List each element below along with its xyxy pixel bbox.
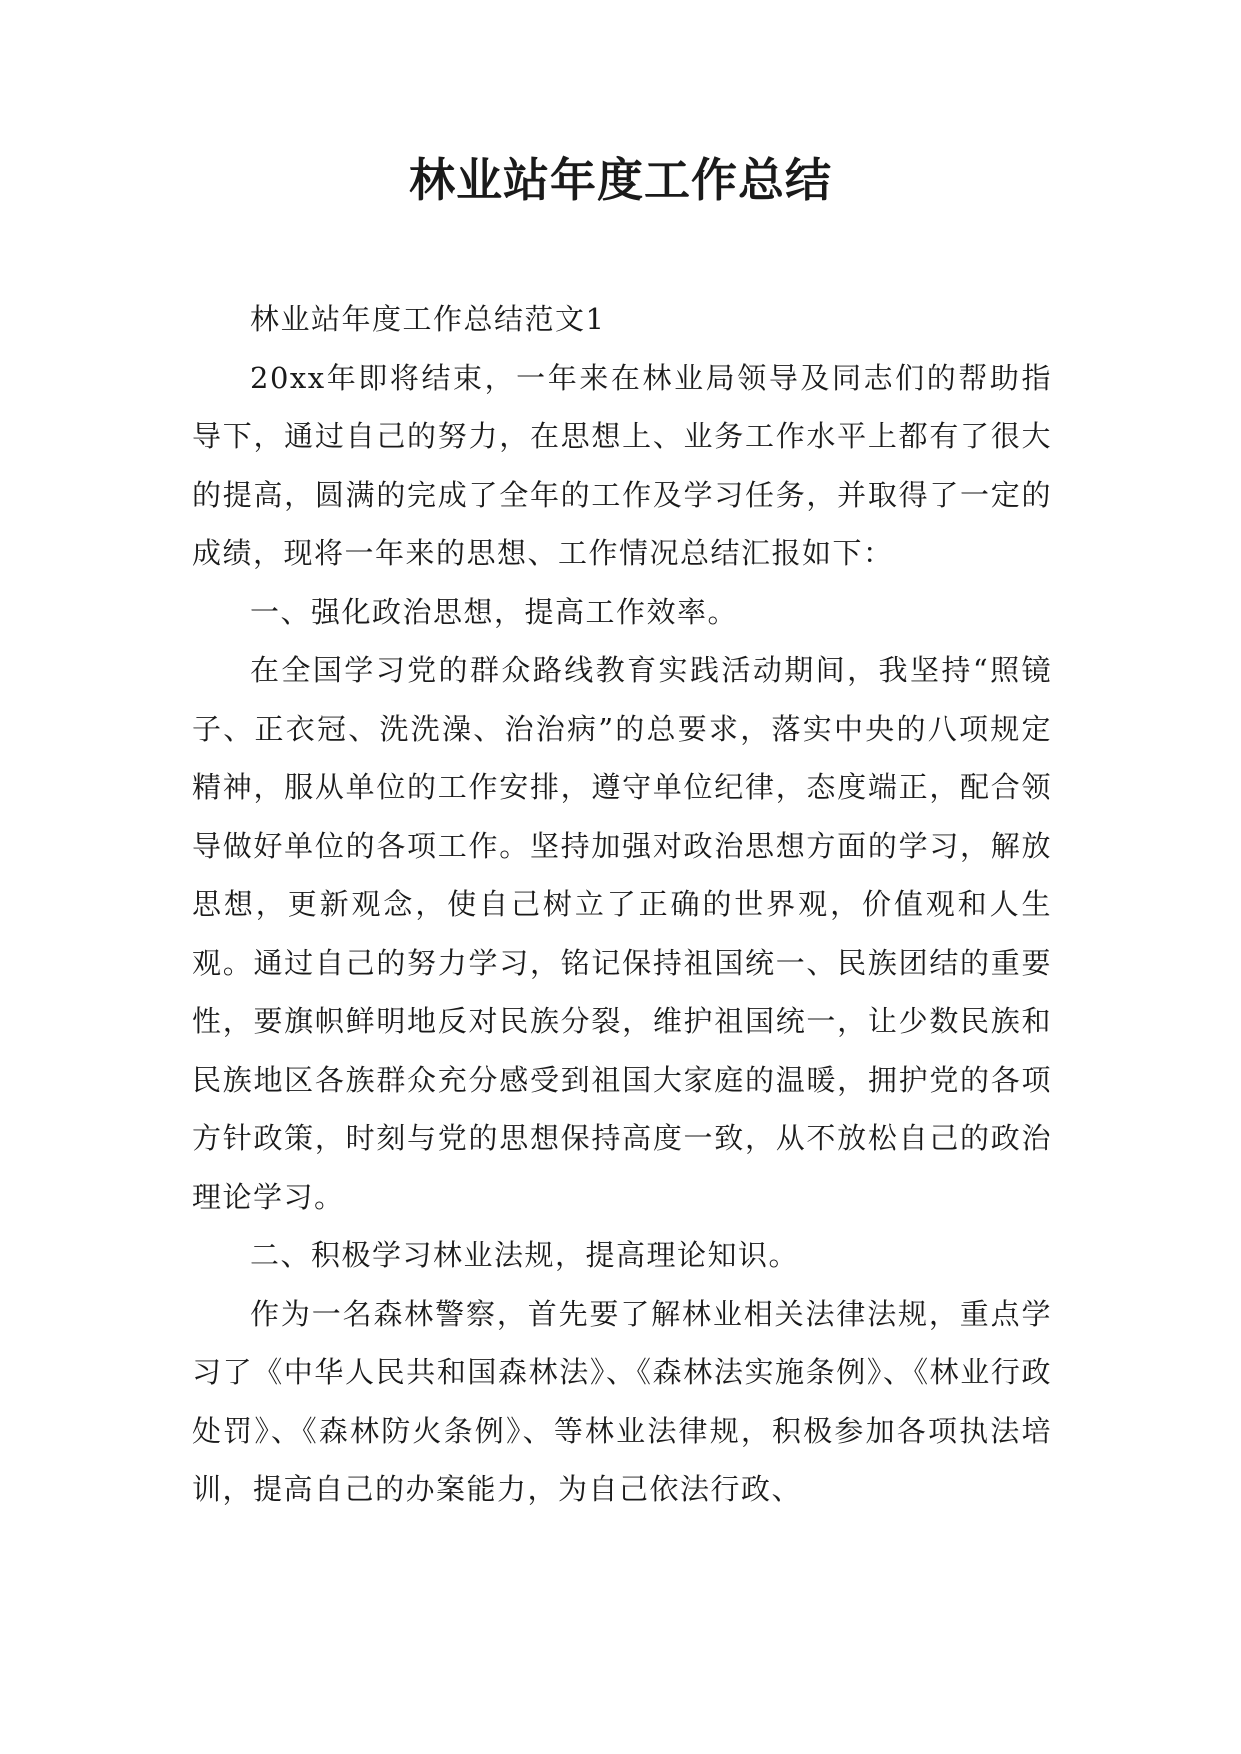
document-title: 林业站年度工作总结 xyxy=(409,153,832,207)
section-2-paragraph: 作为一名森林警察，首先要了解林业相关法律法规，重点学习了《中华人民共和国森林法》、《森林法实施条例》、《林业行政处罚》、《森林防火条例》、等林业法律规，积极参加各项执法培训，提高自己的办案能力，为自己依法行政、 xyxy=(192,1296,1052,1506)
intro-paragraph: 20xx年即将结束，一年来在林业局领导及同志们的帮助指导下，通过自己的努力，在思想上、业务工作水平上都有了很大的提高，圆满的完成了全年的工作及学习任务，并取得了一定的成绩，现将一年来的思想、工作情况总结汇报如下： xyxy=(192,360,1052,570)
section-heading-2: 二、积极学习林业法规，提高理论知识。 xyxy=(250,1238,800,1272)
subtitle-paragraph: 林业站年度工作总结范文1 xyxy=(250,302,606,336)
section-1-paragraph: 在全国学习党的群众路线教育实践活动期间，我坚持“照镜子、正衣冠、洗洗澡、治治病”的总要求，落实中央的八项规定精神，服从单位的工作安排，遵守单位纪律，态度端正，配合领导做好单位的各项工作。坚持加强对政治思想方面的学习，解放思想，更新观念，使自己树立了正确的世界观，价值观和人生观。通过自己的努力学习，铭记保持祖国统一、民族团结的重要性，要旗帜鲜明地反对民族分裂，维护祖国统一，让少数民族和民族地区各族群众充分感受到祖国大家庭的温暖，拥护党的各项方针政策，时刻与党的思想保持高度一致，从不放松自己的政治理论学习。 xyxy=(192,653,1052,1214)
document-body xyxy=(192,290,1052,1519)
section-heading-1: 一、强化政治思想，提高工作效率。 xyxy=(250,594,739,629)
